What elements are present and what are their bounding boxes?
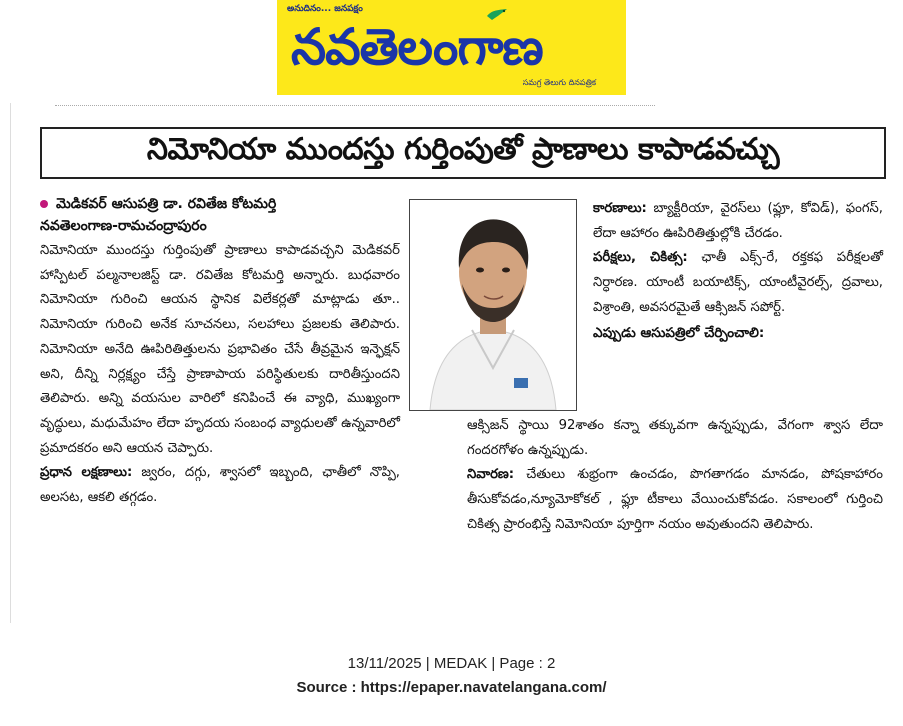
causes-text: బ్యాక్టీరియా, వైరస్‌లు (ఫ్లూ, కోవిడ్), ఫంగస్, లేదా ఆహారం ఊపిరితిత్తుల్లోకి చేరడం. — [593, 201, 883, 241]
byline-text: మెడికవర్ ఆసుపత్రి డా. రవితేజ కోటమర్తి — [56, 196, 277, 212]
article-body — [40, 239, 400, 511]
causes-paragraph — [593, 197, 883, 246]
masthead — [277, 0, 626, 95]
masthead-tagline: అనుదినం... జనపక్షం — [287, 4, 363, 14]
bullet-dot-icon — [40, 200, 48, 208]
column-divider — [10, 103, 11, 623]
prevention-paragraph — [467, 463, 883, 537]
footer-source: Source : https://epaper.navatelangana.com/ — [296, 679, 607, 696]
right-column — [593, 197, 883, 345]
footer — [0, 652, 903, 700]
tests-text: ఛాతీ ఎక్స్-రే, రక్తకఫ పరీక్షలతో నిర్ధారణ. యాంటీ బయాటిక్స్, యాంటీవైరల్స్, ద్రవాలు, విశ్రాంతి, అవసరమైతే ఆక్సిజన్ సపోర్ట్. — [593, 250, 883, 315]
doctor-portrait-image — [410, 200, 576, 410]
footer-meta: 13/11/2025 | MEDAK | Page : 2 — [347, 655, 556, 672]
symptoms-text: జ్వరం, దగ్గు, శ్వాసలో ఇబ్బంది, ఛాతీలో నొప్పి, అలసట, ఆకలి తగ్గడం. — [40, 465, 400, 506]
symptoms-label: ప్రధాన లక్షణాలు: — [40, 465, 133, 481]
body-text: నిమోనియా ముందస్తు గుర్తింపుతో ప్రాణాలు కాపాడవచ్చని మెడికవర్ హాస్పిటల్ పల్మనాలజిస్ట్ డా. రవితేజ కోటమర్తి అన్నారు. బుధవారం నిమోనియా గురించి ఆయన స్థానిక విలేకర్లతో మాట్లాడు తూ.. నిమోనియా గురించి అనేక సూచనలు, సలహాలు ప్రజలకు తెలిపారు. నిమోనియా అనేది ఊపిరితిత్తులను ప్రభావితం చేసే తీవ్రమైన ఇన్ఫెక్షన్ అని, దీన్ని నిర్లక్ష్యం చేస్తే ప్రాణాపాయ పరిస్థితులకు దారితీస్తుందని తెలిపారు. అన్ని వయసుల వారిలో కనిపించే ఈ వ్యాధి, ముఖ్యంగా వృద్ధులు, మధుమేహం లేదా హృదయ సంబంధ వ్యాధులతో ఉన్నవారిలో ప్రమాదకరం అని ఆయన చెప్పారు. — [40, 243, 400, 456]
byline — [40, 193, 400, 215]
article-clipping — [0, 103, 903, 623]
causes-label: కారణాలు: — [593, 201, 647, 216]
article-headline: నిమోనియా ముందస్తు గుర్తింపుతో ప్రాణాలు కాపాడవచ్చు — [40, 127, 886, 179]
tests-paragraph — [593, 246, 883, 320]
dateline: నవతెలంగాణ-రామచంద్రాపురం — [40, 218, 207, 234]
doctor-photo — [409, 199, 577, 411]
prevention-text: చేతులు శుభ్రంగా ఉంచడం, పొగతాగడం మానడం, పోషకాహారం తీసుకోవడం,న్యూమోకోకల్ , ఫ్లూ టీకాలు వేయించుకోవడం. సకాలంలో గుర్తించి చికిత్స ప్రారంభిస్తే నిమోనియా పూర్తిగా నయం అవుతుందని తెలిపారు. — [467, 467, 883, 532]
when-heading: ఎప్పుడు ఆసుపత్రిలో చేర్పించాలి: — [593, 324, 765, 341]
prevention-label: నివారణ: — [467, 467, 515, 483]
masthead-subtitle: సమగ్ర తెలుగు దినపత్రిక — [522, 78, 596, 87]
lower-right-column — [467, 414, 883, 538]
tests-label: పరీక్షలు, చికిత్స: — [593, 250, 688, 266]
left-column — [40, 193, 400, 511]
cropped-previous-article — [55, 105, 655, 114]
when-paragraph: ఆక్సిజన్ స్థాయి 92శాతం కన్నా తక్కువగా ఉన్నప్పుడు, వేగంగా శ్వాస లేదా గందరగోళం ఉన్నప్పుడు. — [467, 418, 883, 458]
masthead-logo: నవతెలంగాణ — [291, 18, 543, 76]
